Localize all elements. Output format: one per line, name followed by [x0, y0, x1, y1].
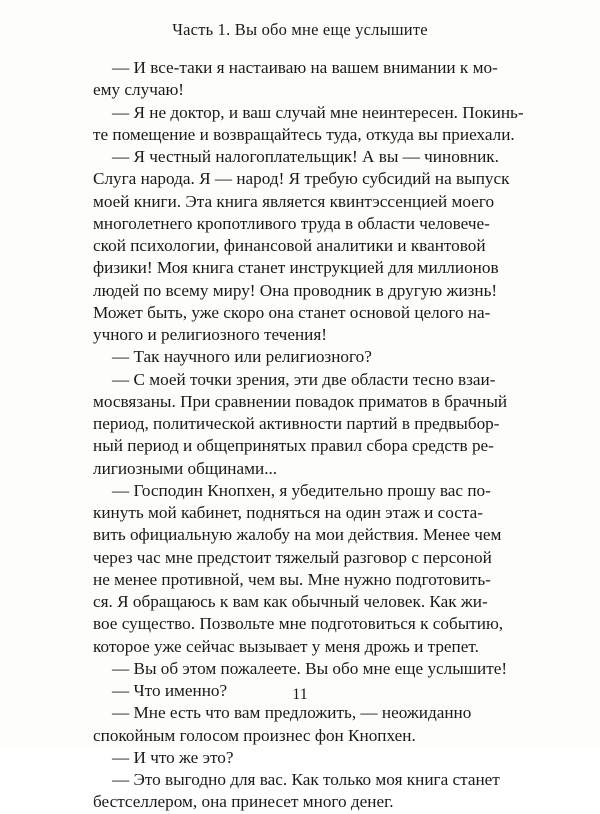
text-line: — Вы об этом пожалеете. Вы обо мне еще услышите! [112, 658, 508, 678]
text-line: — Так научного или религиозного? [112, 347, 372, 367]
text-line: — Я честный налогоплательщик! А вы — чиновник. [112, 147, 499, 166]
text-line: не менее противной, чем вы. Мне нужно подготовить- [93, 569, 491, 589]
text-line: лигиозными общинами... [93, 458, 278, 478]
text-line: — Это выгодно для вас. Как только моя книга станет [112, 770, 500, 789]
text-line: ской психологии, финансовой аналитики и квантовой [93, 236, 486, 255]
text-line: Слуга народа. Я — народ! Я требую субсидий на выпуск [93, 169, 510, 189]
running-header: Часть 1. Вы обо мне еще услышите [172, 20, 428, 39]
text-line: которое уже сейчас вызывает у меня дрожь и трепет. [93, 636, 479, 656]
page-number: 11 [292, 686, 308, 703]
text-line: вить официальную жалобу на мои действия. Менее чем [93, 525, 502, 545]
text-line: те помещение и возвращайтесь туда, откуда вы приехали. [93, 124, 515, 144]
text-line: ся. Я обращаюсь к вам как обычный человек. Как жи- [93, 592, 488, 611]
text-line: бестселлером, она принесет много денег. [93, 792, 394, 812]
text-line: Может быть, уже скоро она станет основой целого на- [93, 302, 491, 322]
text-line: период, политической активности партий в предвыбор- [93, 414, 500, 433]
text-line: — С моей точки зрения, эти две области тесно взаи- [112, 369, 496, 389]
text-line: моей книги. Эта книга является квинтэссенцией моего [93, 191, 495, 211]
text-line: — Мне есть что вам предложить, — неожиданно [112, 703, 472, 723]
text-line: кинуть мой кабинет, подняться на один этаж и соста- [93, 503, 483, 522]
text-line: ный период и общепринятых правил сбора средств ре- [93, 436, 494, 456]
text-line: мосвязаны. При сравнении повадок приматов в брачный [93, 391, 508, 411]
text-line: ему случаю! [93, 80, 185, 100]
text-line: учного и религиозного течения! [93, 325, 327, 344]
text-line: — И все-таки я настаиваю на вашем внимании к мо- [112, 58, 498, 77]
text-line: — Господин Кнопхен, я убедительно прошу вас по- [112, 480, 491, 500]
text-line: — И что же это? [112, 747, 234, 767]
text-line: спокойным голосом произнес фон Кнопхен. [93, 725, 416, 745]
text-line: через час мне предстоит тяжелый разговор с персоной [93, 547, 492, 567]
text-line: людей по всему миру! Она проводник в другую жизнь! [93, 280, 498, 300]
text-line: вое существо. Позвольте мне подготовиться к событию, [93, 614, 504, 634]
text-line: многолетнего кропотливого труда в области человече- [93, 213, 490, 233]
text-line: — Я не доктор, и ваш случай мне неинтересен. Покинь- [112, 102, 524, 122]
text-line: — Что именно? [112, 681, 228, 700]
text-line: физики! Моя книга станет инструкцией для миллионов [93, 258, 499, 278]
